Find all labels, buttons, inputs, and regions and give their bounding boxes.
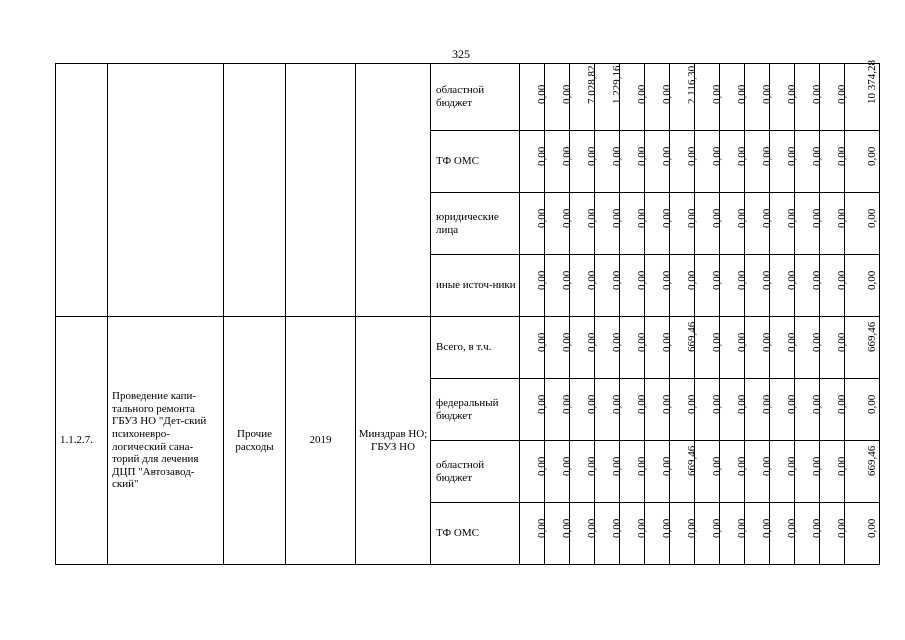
value-cell: 0,00	[695, 255, 720, 317]
funding-source: ТФ ОМС	[431, 503, 520, 565]
total-value-cell: 0,00	[845, 255, 880, 317]
value-cell: 0,00	[720, 193, 745, 255]
continued-expense-cell	[224, 64, 286, 317]
value-cell: 0,00	[820, 379, 845, 441]
value-cell: 0,00	[570, 193, 595, 255]
value-cell: 0,00	[595, 255, 620, 317]
value-cell: 0,00	[795, 441, 820, 503]
value-cell: 0,00	[545, 193, 570, 255]
total-value-cell: 0,00	[845, 379, 880, 441]
value-cell: 0,00	[545, 317, 570, 379]
item-title: Проведение капи-тального ремонта ГБУЗ НО "Дет-ский психоневро-логический сана-торий для лечения ДЦП "Автозавод-ский"	[108, 317, 224, 565]
value-cell: 0,00	[770, 317, 795, 379]
budget-table	[55, 60, 880, 565]
value-cell: 0,00	[645, 503, 670, 565]
value-cell: 0,00	[745, 64, 770, 131]
value-cell: 0,00	[795, 193, 820, 255]
total-value-cell: 0,00	[845, 131, 880, 193]
value-cell: 0,00	[695, 64, 720, 131]
value-cell: 0,00	[720, 503, 745, 565]
value-cell: 0,00	[670, 255, 695, 317]
value-cell: 0,00	[770, 64, 795, 131]
value-cell: 0,00	[545, 64, 570, 131]
value-cell: 0,00	[645, 379, 670, 441]
value-cell: 0,00	[545, 441, 570, 503]
value-cell: 0,00	[795, 317, 820, 379]
value-cell: 0,00	[770, 255, 795, 317]
value-cell: 0,00	[745, 503, 770, 565]
value-cell: 0,00	[720, 131, 745, 193]
value-cell: 0,00	[595, 131, 620, 193]
value-cell: 0,00	[520, 379, 545, 441]
value-cell: 0,00	[620, 255, 645, 317]
value-cell: 0,00	[620, 131, 645, 193]
value-cell: 0,00	[820, 64, 845, 131]
value-cell: 0,00	[745, 193, 770, 255]
table-row	[56, 64, 880, 131]
value-cell: 0,00	[745, 255, 770, 317]
value-cell: 0,00	[520, 503, 545, 565]
value-cell: 1 229,16	[595, 64, 620, 131]
value-cell: 7 028,82	[570, 64, 595, 131]
value-cell: 0,00	[520, 131, 545, 193]
value-cell: 0,00	[720, 379, 745, 441]
page-number: 325	[452, 47, 470, 61]
funding-source: областной бюджет	[431, 441, 520, 503]
value-cell: 0,00	[795, 131, 820, 193]
expense-type: Прочие расходы	[224, 317, 286, 565]
total-value-cell: 669,46	[845, 317, 880, 379]
value-cell: 0,00	[770, 131, 795, 193]
value-cell: 0,00	[820, 441, 845, 503]
continued-executor-cell	[356, 64, 431, 317]
value-cell: 0,00	[795, 255, 820, 317]
value-cell: 0,00	[820, 255, 845, 317]
value-cell: 0,00	[770, 441, 795, 503]
value-cell: 0,00	[770, 379, 795, 441]
value-cell: 0,00	[595, 503, 620, 565]
value-cell: 0,00	[570, 255, 595, 317]
value-cell: 0,00	[695, 379, 720, 441]
value-cell: 0,00	[545, 503, 570, 565]
value-cell: 0,00	[795, 379, 820, 441]
value-cell: 0,00	[520, 441, 545, 503]
value-cell: 0,00	[545, 131, 570, 193]
value-cell: 0,00	[545, 379, 570, 441]
value-cell: 669,46	[670, 441, 695, 503]
value-cell: 0,00	[795, 64, 820, 131]
value-cell: 0,00	[770, 503, 795, 565]
value-cell: 0,00	[670, 379, 695, 441]
value-cell: 0,00	[795, 503, 820, 565]
value-cell: 0,00	[520, 317, 545, 379]
total-value-cell: 669,46	[845, 441, 880, 503]
value-cell: 0,00	[570, 503, 595, 565]
value-cell: 0,00	[620, 317, 645, 379]
value-cell: 669,46	[670, 317, 695, 379]
continued-code-cell	[56, 64, 108, 317]
value-cell: 0,00	[620, 193, 645, 255]
value-cell: 0,00	[695, 503, 720, 565]
value-cell: 0,00	[670, 193, 695, 255]
value-cell: 0,00	[670, 503, 695, 565]
value-cell: 0,00	[820, 131, 845, 193]
continued-year-cell	[286, 64, 356, 317]
value-cell: 0,00	[620, 379, 645, 441]
total-value-cell: 10 374,28	[845, 64, 880, 131]
value-cell: 0,00	[595, 441, 620, 503]
funding-source: ТФ ОМС	[431, 131, 520, 193]
value-cell: 0,00	[595, 193, 620, 255]
total-value-cell: 0,00	[845, 193, 880, 255]
value-cell: 0,00	[720, 255, 745, 317]
value-cell: 0,00	[595, 379, 620, 441]
item-executor: Минздрав НО; ГБУЗ НО	[356, 317, 431, 565]
value-cell: 0,00	[570, 131, 595, 193]
value-cell: 0,00	[570, 441, 595, 503]
value-cell: 0,00	[520, 64, 545, 131]
table-row	[56, 317, 880, 379]
value-cell: 0,00	[620, 441, 645, 503]
value-cell: 0,00	[645, 441, 670, 503]
value-cell: 0,00	[720, 64, 745, 131]
total-value-cell: 0,00	[845, 503, 880, 565]
value-cell: 0,00	[645, 131, 670, 193]
value-cell: 0,00	[570, 317, 595, 379]
value-cell: 0,00	[520, 255, 545, 317]
value-cell: 0,00	[695, 193, 720, 255]
continued-title-cell	[108, 64, 224, 317]
value-cell: 0,00	[820, 503, 845, 565]
value-cell: 2 116,30	[670, 64, 695, 131]
value-cell: 0,00	[670, 131, 695, 193]
funding-source: иные источ-ники	[431, 255, 520, 317]
funding-source: Всего, в т.ч.	[431, 317, 520, 379]
value-cell: 0,00	[695, 317, 720, 379]
value-cell: 0,00	[820, 317, 845, 379]
item-code: 1.1.2.7.	[56, 317, 108, 565]
value-cell: 0,00	[770, 193, 795, 255]
value-cell: 0,00	[620, 503, 645, 565]
value-cell: 0,00	[745, 441, 770, 503]
value-cell: 0,00	[745, 379, 770, 441]
value-cell: 0,00	[745, 317, 770, 379]
value-cell: 0,00	[545, 255, 570, 317]
funding-source: юридические лица	[431, 193, 520, 255]
value-cell: 0,00	[620, 64, 645, 131]
value-cell: 0,00	[695, 131, 720, 193]
item-year: 2019	[286, 317, 356, 565]
value-cell: 0,00	[645, 64, 670, 131]
funding-source: областной бюджет	[431, 64, 520, 131]
value-cell: 0,00	[645, 255, 670, 317]
value-cell: 0,00	[720, 441, 745, 503]
value-cell: 0,00	[570, 379, 595, 441]
value-cell: 0,00	[645, 193, 670, 255]
value-cell: 0,00	[595, 317, 620, 379]
value-cell: 0,00	[745, 131, 770, 193]
value-cell: 0,00	[520, 193, 545, 255]
value-cell: 0,00	[820, 193, 845, 255]
value-cell: 0,00	[645, 317, 670, 379]
value-cell: 0,00	[720, 317, 745, 379]
value-cell: 0,00	[695, 441, 720, 503]
funding-source: федеральный бюджет	[431, 379, 520, 441]
